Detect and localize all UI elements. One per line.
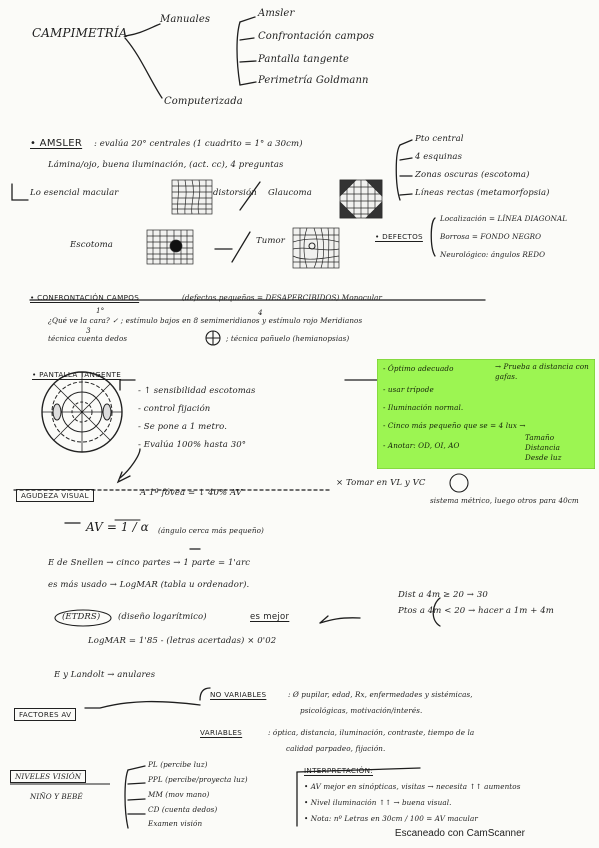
- variables-label: VARIABLES: [200, 728, 243, 737]
- niveles-title: NIVELES VISIÓN: [10, 770, 86, 783]
- nivel-item: PPL (percibe/proyecta luz): [148, 775, 248, 784]
- interp-item: • AV mejor en sinópticas, visitas → necesita ↑↑ aumentos: [304, 782, 521, 791]
- amsler-grid-tumor: [293, 228, 339, 268]
- variables-text-2: calidad parpadeo, fijación.: [286, 744, 386, 753]
- av-note: (ángulo cerca más pequeño): [158, 526, 264, 535]
- confrontacion-line-2a: técnica cuenta dedos: [48, 334, 128, 343]
- note-line: → Prueba a distancia con gafas.: [495, 362, 589, 381]
- campimetria-item: Pantalla tangente: [258, 54, 350, 65]
- defecto-item: Localización = LÍNEA DIAGONAL: [440, 214, 568, 223]
- annotation-number: 4: [258, 308, 263, 317]
- no-variables-text: : Ø pupilar, edad, Rx, enfermedades y sistémicas,: [288, 690, 473, 699]
- tumor-label: Tumor: [256, 236, 285, 246]
- campimetria-item: Perimetría Goldmann: [258, 75, 369, 86]
- snellen-line: E de Snellen → cinco partes → 1 parte = 1'arc: [48, 558, 251, 568]
- lesion-label: Lo esencial macular: [30, 188, 119, 198]
- tangent-screen-drawing: [42, 372, 122, 452]
- amsler-line-2: Lámina/ojo, buena iluminación, (act. cc), 4 preguntas: [48, 160, 284, 170]
- amsler-grid-escotoma: [147, 230, 193, 264]
- nivel-item: PL (percibe luz): [148, 760, 208, 769]
- vc-circle: [450, 474, 468, 492]
- note-line: - Óptimo adecuado: [383, 364, 454, 373]
- logmar-line: es más usado → LogMAR (tabla u ordenador).: [48, 580, 250, 590]
- metric-note: sistema métrico, luego otros para 40cm: [430, 496, 579, 505]
- annotation-number: 3: [86, 326, 91, 335]
- niveles-subtitle: NIÑO Y BEBÉ: [30, 792, 83, 801]
- agudeza-line-1: A 1ª fóvea = ↓ 40% AV: [140, 488, 243, 498]
- no-variables-label: NO VARIABLES: [210, 690, 267, 699]
- confrontacion-line-1: ¿Qué ve la cara? ✓ ; estímulo bajos en 8 semimeridianos y estímulo rojo Meridianos: [48, 316, 363, 325]
- amsler-line-1: : evalúa 20° centrales (1 cuadrito = 1° a 30cm): [94, 139, 303, 149]
- annotation-number: 1°: [96, 306, 105, 315]
- note-line: - Iluminación normal.: [383, 403, 464, 412]
- interp-item: • Nota: nº Letras en 30cm / 100 = AV macular: [304, 814, 478, 823]
- amsler-grid-glaucoma: [340, 180, 382, 218]
- etdrs-best: es mejor: [250, 612, 290, 622]
- confrontacion-title: • CONFRONTACIÓN CAMPOS: [30, 293, 140, 302]
- factores-title: FACTORES AV: [14, 708, 76, 721]
- amsler-point: Líneas rectas (metamorfopsia): [415, 188, 550, 198]
- pantalla-title: • PANTALLA TANGENTE: [32, 370, 122, 379]
- agudeza-title: AGUDEZA VISUAL: [16, 489, 94, 502]
- amsler-point: Pto central: [415, 134, 464, 144]
- variables-text: : óptica, distancia, iluminación, contraste, tiempo de la: [268, 728, 475, 737]
- confrontacion-line-2b: ; técnica pañuelo (hemianopsias): [226, 334, 350, 343]
- dist-line-1: Dist a 4m ≥ 20 → 30: [398, 590, 488, 600]
- defectos-title: • DEFECTOS: [375, 232, 423, 241]
- note-sub: Distancia: [525, 443, 561, 452]
- amsler-title: • AMSLER: [30, 138, 83, 149]
- pantalla-item: - Se pone a 1 metro.: [138, 422, 228, 432]
- etdrs-label: (ETDRS): [62, 612, 101, 622]
- campimetria-item: Confrontación campos: [258, 31, 375, 42]
- interp-item: • Nivel iluminación ↑↑ → buena visual.: [304, 798, 452, 807]
- note-line: - Cinco más pequeño que se = 4 lux →: [383, 421, 526, 430]
- defecto-item: Neurológico: ángulos REDO: [440, 250, 546, 259]
- av-formula: AV = 1 / α: [86, 520, 149, 534]
- distorsion-label: distorsión: [213, 188, 257, 198]
- agudeza-line-1b: × Tomar en VL y VC: [336, 478, 426, 488]
- amsler-point: Zonas oscuras (escotoma): [415, 170, 530, 180]
- pantalla-item: - Evalúa 100% hasta 30°: [138, 440, 247, 450]
- green-sticky-note: [377, 359, 595, 469]
- nivel-item: CD (cuenta dedos): [148, 805, 218, 814]
- note-sub: Tamaño: [525, 433, 555, 442]
- campimetria-item: Amsler: [258, 8, 295, 19]
- computerizada-label: Computerizada: [164, 96, 243, 107]
- scanner-watermark: Escaneado con CamScanner: [394, 828, 525, 839]
- interp-title: INTERPRETACIÓN:: [304, 766, 374, 775]
- pantalla-item: - control fijación: [138, 404, 211, 414]
- etdrs-note: (diseño logarítmico): [118, 612, 207, 622]
- defecto-item: Borrosa = FONDO NEGRO: [440, 232, 542, 241]
- note-line: - Anotar: OD, OI, AO: [383, 441, 460, 450]
- no-variables-text-2: psicológicas, motivación/interés.: [300, 706, 423, 715]
- pantalla-item: - ↑ sensibilidad escotomas: [138, 386, 256, 396]
- note-sub: Desde luz: [525, 453, 562, 462]
- landolt-line: E y Landolt → anulares: [54, 670, 156, 680]
- manuales-label: Manuales: [160, 14, 211, 25]
- campimetria-heading: CAMPIMETRÍA: [32, 26, 128, 40]
- amsler-grid-macular: [172, 180, 212, 214]
- amsler-point: 4 esquinas: [415, 152, 463, 162]
- escotoma-label: Escotoma: [70, 240, 113, 250]
- dist-line-2: Ptos a 4m < 20 → hacer a 1m + 4m: [398, 606, 554, 616]
- nivel-item: Examen visión: [148, 819, 203, 828]
- confrontacion-title-rest: (defectos pequeños = DESAPERCIBIDOS) Monocular: [182, 293, 383, 302]
- glaucoma-label: Glaucoma: [268, 188, 312, 198]
- logmar-formula: LogMAR = 1'85 - (letras acertadas) × 0'02: [88, 636, 277, 646]
- nivel-item: MM (mov mano): [148, 790, 210, 799]
- note-line: - usar trípode: [383, 385, 434, 394]
